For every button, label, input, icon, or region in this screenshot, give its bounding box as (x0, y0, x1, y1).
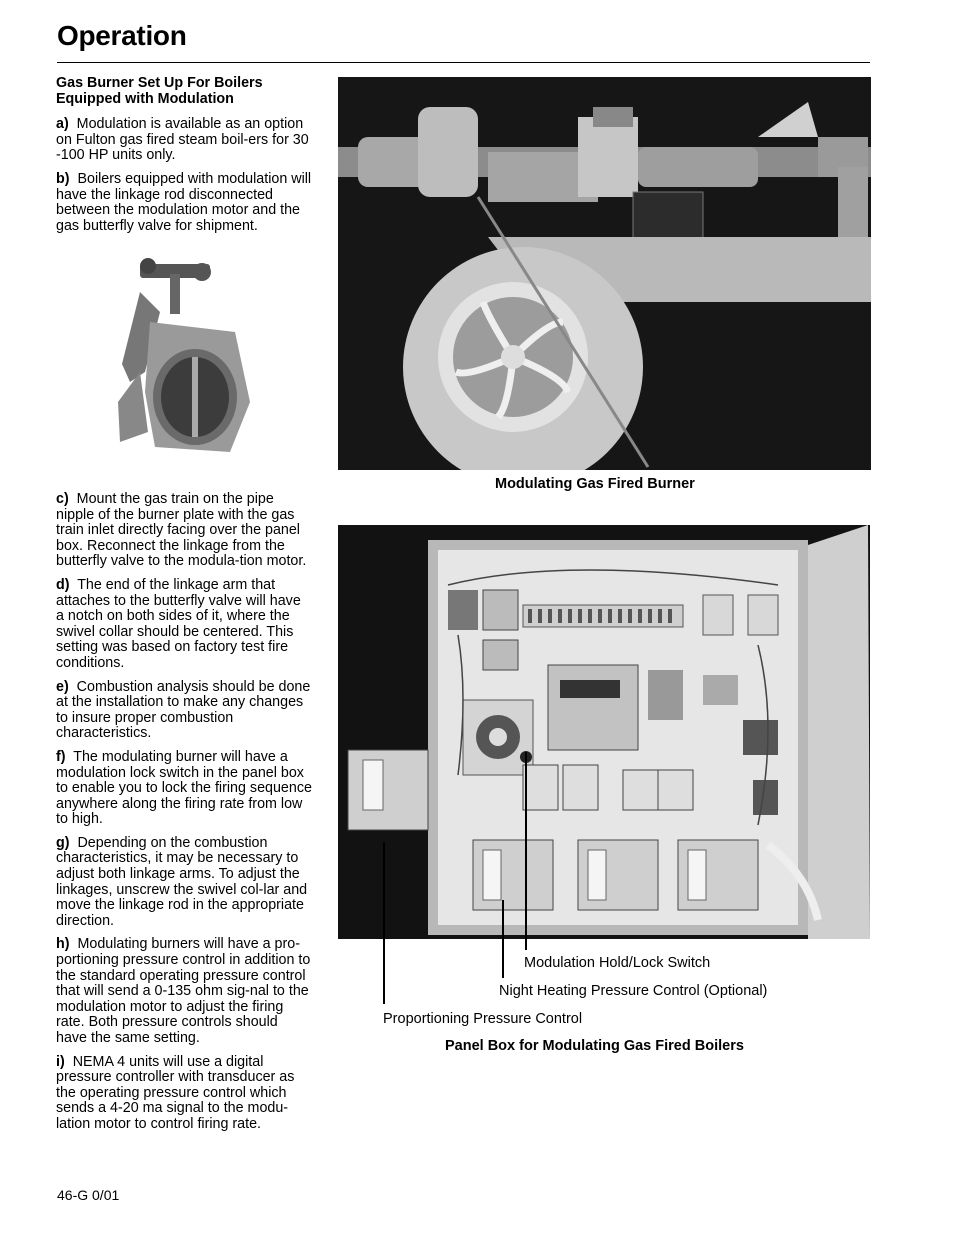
section-heading: Gas Burner Set Up For Boilers Equipped with Modulation (56, 75, 263, 107)
callout-proportioning: Proportioning Pressure Control (383, 1011, 583, 1027)
leader-hold-lock (525, 752, 527, 950)
panel-box-photo (338, 525, 870, 939)
callout-hold-lock-switch: Modulation Hold/Lock Switch (524, 955, 711, 971)
paragraph-e: e) Combustion analysis should be done at the installation to make any changes to insure proper combustion characteristics. (56, 678, 311, 742)
panel-caption: Panel Box for Modulating Gas Fired Boilers (445, 1038, 744, 1054)
paragraph-c: c) Mount the gas train on the pipe nipple of the burner plate with the gas train inlet directly facing over the panel box. Reconnect the linkage from the butterfly valve to the modula-tion motor. (56, 491, 307, 570)
paragraph-g: g) Depending on the combustion characteristics, it may be necessary to adjust both linkage arms. To adjust the linkages, unscrew the swivel col-lar and move the linkage rod in the appropriate direction. (56, 834, 308, 929)
page-number: 46-G 0/01 (57, 1187, 120, 1203)
callout-night-heating: Night Heating Pressure Control (Optional) (499, 983, 768, 999)
leader-night-heating (502, 900, 504, 978)
title-rule (57, 62, 870, 63)
paragraph-i: i) NEMA 4 units will use a digital pressure controller with transducer as the operating pressure control which sends a 4-20 ma signal to the modu-lation motor to control firing rate. (56, 1053, 295, 1132)
burner-caption: Modulating Gas Fired Burner (495, 476, 695, 492)
paragraph-a: a) Modulation is available as an option on Fulton gas fired steam boil-ers for 30 -100 HP units only. (56, 116, 309, 164)
leader-proportioning (383, 842, 385, 1004)
paragraph-d: d) The end of the linkage arm that attaches to the butterfly valve will have a notch on both sides of it, where the swivel collar should be centered. This setting was based on factory test fire conditions. (56, 576, 301, 671)
burner-photo (338, 77, 871, 470)
paragraph-f: f) The modulating burner will have a modulation lock switch in the panel box to enable you to lock the firing sequence anywhere along the firing rate from low to high. (56, 748, 312, 828)
intro-text-block (56, 76, 312, 242)
paragraph-h: h) Modulating burners will have a pro-portioning pressure control in addition to the standard operating pressure control that will send a 0-135 ohm sig-nal to the modulation motor to adjust the firing rate. Both pressure controls should have the same setting. (56, 936, 311, 1046)
paragraph-b: b) Boilers equipped with modulation will have the linkage rod disconnected between the modulation motor and the gas butterfly valve for shipment. (56, 170, 312, 234)
page-title: Operation (57, 20, 187, 51)
butterfly-valve-photo (100, 252, 260, 457)
procedure-text-block (56, 492, 312, 1141)
